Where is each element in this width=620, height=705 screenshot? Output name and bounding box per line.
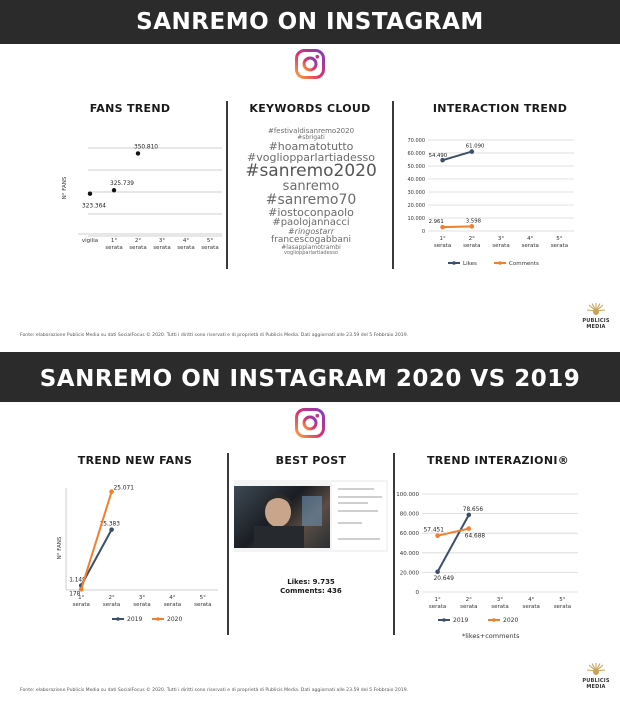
x-tick-label: 5° bbox=[559, 597, 566, 603]
best-post-title: BEST POST bbox=[275, 454, 347, 467]
data-label: 350.810 bbox=[134, 144, 158, 151]
data-label: 2.961 bbox=[428, 219, 444, 226]
x-tick-label: 5° bbox=[556, 236, 563, 242]
x-tick-label: 1° bbox=[434, 597, 441, 603]
y-tick-label: 70.000 bbox=[407, 138, 425, 144]
legend-label: Likes bbox=[463, 261, 477, 267]
keyword: #sanremo2020 bbox=[245, 161, 377, 181]
x-tick-label: serata bbox=[129, 245, 147, 251]
y-tick-label: 60.000 bbox=[399, 531, 419, 538]
data-label: 1.149 bbox=[69, 577, 86, 584]
best-post-likes: Likes: 9.735 bbox=[287, 578, 335, 586]
y-tick-label: 100.000 bbox=[396, 492, 419, 498]
y-axis-label: N° FANS bbox=[62, 176, 68, 200]
x-tick-label: serata bbox=[460, 604, 478, 610]
legend-label: 2019 bbox=[127, 616, 143, 623]
slide-banner: SANREMO ON INSTAGRAM 2020 VS 2019 bbox=[0, 352, 620, 402]
legend-swatch bbox=[492, 618, 496, 622]
slide-sanremo-on-instagram bbox=[0, 0, 620, 343]
data-point bbox=[88, 192, 92, 196]
x-tick-label: 4° bbox=[169, 595, 176, 601]
y-tick-label: 60.000 bbox=[407, 151, 425, 157]
y-tick-label: 20.000 bbox=[399, 570, 419, 577]
x-tick-label: serata bbox=[194, 602, 212, 608]
x-tick-label: serata bbox=[153, 245, 171, 251]
legend-label: Comments bbox=[509, 261, 539, 267]
y-tick-label: 30.000 bbox=[407, 190, 425, 196]
y-tick-label: 40.000 bbox=[399, 550, 419, 557]
legend-label: 2020 bbox=[167, 616, 183, 623]
x-tick-label: serata bbox=[133, 602, 151, 608]
instagram-icon bbox=[295, 49, 325, 79]
trend-interazioni-chart bbox=[394, 486, 584, 636]
x-tick-label: 3° bbox=[497, 236, 505, 242]
logo-text: MEDIA bbox=[586, 683, 606, 690]
x-tick-label: 3° bbox=[138, 595, 146, 601]
data-point bbox=[470, 224, 475, 229]
x-tick-label: serata bbox=[522, 604, 540, 610]
keyword: #sbrigati bbox=[297, 134, 325, 141]
x-tick-label: 2° bbox=[468, 236, 475, 242]
legend-swatch bbox=[452, 261, 456, 265]
post-photo bbox=[234, 486, 330, 548]
data-point bbox=[109, 527, 114, 532]
footnote: *likes+comments bbox=[462, 632, 520, 640]
keyword: #lasappiamotrambi bbox=[281, 244, 341, 251]
keyword: sanremo bbox=[282, 179, 340, 194]
data-point bbox=[467, 513, 472, 518]
y-tick-label: 0 bbox=[421, 229, 425, 235]
legend-label: 2020 bbox=[503, 617, 519, 624]
x-tick-label: 1° bbox=[110, 238, 118, 244]
interaction-trend-title: INTERACTION TREND bbox=[432, 102, 568, 115]
data-point bbox=[470, 149, 475, 154]
x-tick-label: 5° bbox=[206, 238, 214, 244]
series-line bbox=[81, 492, 111, 590]
x-tick-label: 5° bbox=[199, 595, 206, 601]
legend-swatch bbox=[498, 261, 502, 265]
keyword: francescogabbani bbox=[270, 235, 352, 245]
data-label: 78.656 bbox=[462, 506, 484, 513]
data-label: 20.649 bbox=[433, 575, 454, 582]
series-line bbox=[438, 515, 469, 572]
y-tick-label: 20.000 bbox=[407, 203, 425, 209]
data-label: 25.071 bbox=[113, 485, 134, 492]
x-tick-label: serata bbox=[201, 245, 219, 251]
y-tick-label: 50.000 bbox=[407, 164, 425, 170]
keyword: #festivaldisanremo2020 bbox=[267, 127, 355, 135]
x-tick-label: 1° bbox=[439, 236, 446, 242]
x-tick-label: 4° bbox=[528, 597, 535, 603]
x-tick-label: 2° bbox=[134, 238, 142, 244]
post-photo-figure bbox=[234, 486, 330, 548]
panel-divider bbox=[227, 453, 229, 635]
legend-swatch bbox=[116, 617, 120, 621]
publicis-media-logo bbox=[578, 663, 614, 690]
x-tick-label: serata bbox=[177, 245, 195, 251]
x-tick-label: serata bbox=[163, 602, 182, 608]
logo-text: MEDIA bbox=[586, 323, 606, 330]
x-tick-label: 4° bbox=[182, 238, 190, 244]
best-post-image bbox=[234, 480, 388, 552]
data-label: 57.451 bbox=[423, 527, 444, 534]
x-tick-label: serata bbox=[491, 604, 509, 610]
fans-trend-chart bbox=[58, 126, 224, 261]
data-label: 61.090 bbox=[465, 143, 485, 150]
slide-banner: SANREMO ON INSTAGRAM bbox=[0, 0, 620, 44]
x-tick-label: serata bbox=[433, 243, 452, 249]
keyword: #sanremo70 bbox=[265, 192, 357, 208]
best-post-stats bbox=[232, 578, 390, 596]
legend-swatch bbox=[442, 618, 446, 622]
keywords-cloud bbox=[232, 128, 390, 256]
keywords-cloud-title: KEYWORDS CLOUD bbox=[249, 102, 371, 115]
x-tick-label: serata bbox=[550, 243, 569, 249]
data-point bbox=[136, 151, 140, 155]
instagram-icon bbox=[295, 408, 325, 438]
series-line bbox=[443, 226, 472, 227]
legend-swatch bbox=[156, 617, 160, 621]
x-tick-label: serata bbox=[72, 602, 90, 608]
keyword: #iostoconpaolo bbox=[268, 206, 354, 219]
data-point bbox=[440, 225, 445, 230]
x-tick-label: 3° bbox=[158, 238, 166, 244]
legend-label: 2019 bbox=[453, 617, 469, 624]
trend-interazioni-title: TREND INTERAZIONI® bbox=[426, 454, 570, 467]
y-axis-label: N° FANS bbox=[57, 536, 63, 560]
data-label: 323.364 bbox=[82, 203, 106, 210]
data-point bbox=[112, 188, 116, 192]
keyword: #vogliopparlartiadesso bbox=[247, 151, 375, 164]
x-tick-label: serata bbox=[102, 602, 121, 608]
sun-logo-icon bbox=[587, 663, 605, 679]
data-label: 3.598 bbox=[465, 218, 481, 225]
x-tick-label: serata bbox=[463, 243, 481, 249]
source-note: Fonte: elaborazione Publicis Media su dati SocialFocus © 2020. Tutti i diritti sono riservati e di proprietà di Publicis Media. Dati aggiornati alle 23.59 del 5 Febbraio 2019. bbox=[20, 688, 409, 693]
x-tick-label: serata bbox=[428, 604, 447, 610]
sun-logo-icon bbox=[587, 303, 605, 319]
slide-gap bbox=[0, 343, 620, 352]
y-tick-label: 0 bbox=[415, 590, 419, 596]
panel-divider bbox=[226, 101, 228, 269]
x-tick-label: serata bbox=[521, 243, 539, 249]
trend-new-fans-chart bbox=[54, 478, 224, 628]
x-tick-label: serata bbox=[105, 245, 123, 251]
y-tick-label: 10.000 bbox=[407, 216, 425, 222]
trend-new-fans-title: TREND NEW FANS bbox=[77, 454, 193, 467]
interaction-trend-chart bbox=[402, 130, 578, 275]
logo-text: PUBLICIS bbox=[582, 318, 610, 324]
keyword: #paolojannacci bbox=[272, 217, 350, 228]
data-label: 54.490 bbox=[428, 153, 448, 160]
x-tick-label: serata bbox=[492, 243, 510, 249]
data-label: 15.383 bbox=[99, 521, 120, 528]
data-label: 178 bbox=[69, 591, 81, 598]
x-tick-label: vigilia bbox=[81, 238, 99, 244]
keyword: #ringostarr bbox=[287, 227, 335, 236]
data-label: 64.688 bbox=[464, 533, 486, 540]
x-tick-label: 1° bbox=[78, 595, 85, 601]
source-note: Fonte: elaborazione Publicis Media su dati SocialFocus © 2020. Tutti i diritti sono riservati e di proprietà di Publicis Media. Dati aggiornati alle 23.59 del 5 Febbraio 2019. bbox=[20, 333, 409, 338]
x-tick-label: 4° bbox=[527, 236, 534, 242]
x-tick-label: 3° bbox=[496, 597, 504, 603]
publicis-media-logo bbox=[578, 303, 614, 330]
panel-divider bbox=[392, 101, 394, 269]
fans-trend-title: FANS TREND bbox=[89, 102, 171, 115]
keyword: #hoamatotutto bbox=[268, 140, 354, 153]
keyword: vogliopparlartiadesso bbox=[284, 250, 338, 256]
data-point bbox=[435, 533, 440, 538]
y-tick-label: 40.000 bbox=[407, 177, 425, 183]
post-comments-panel bbox=[332, 482, 386, 550]
data-point bbox=[467, 526, 472, 531]
data-point bbox=[435, 569, 440, 574]
data-label: 325.739 bbox=[110, 181, 134, 188]
logo-text: PUBLICIS bbox=[582, 678, 610, 684]
y-tick-label: 80.000 bbox=[399, 511, 419, 518]
x-tick-label: 2° bbox=[108, 595, 115, 601]
x-tick-label: 2° bbox=[465, 597, 472, 603]
best-post-comments: Comments: 436 bbox=[280, 587, 342, 595]
x-tick-label: serata bbox=[553, 604, 572, 610]
